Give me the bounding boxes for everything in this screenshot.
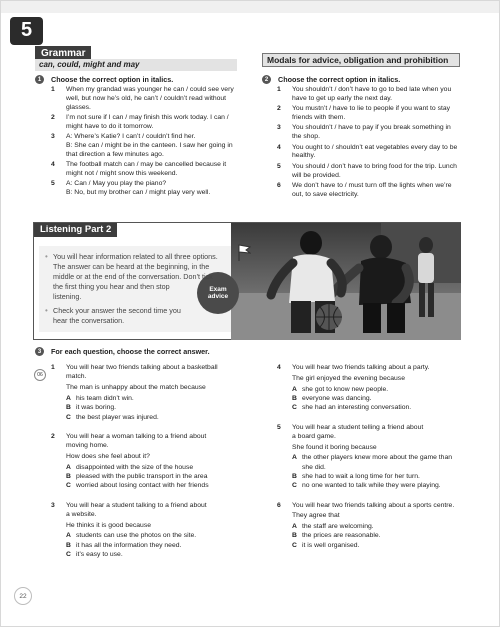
option-letter: A xyxy=(292,454,297,462)
question-number: 2 xyxy=(277,105,281,113)
question-item xyxy=(51,133,266,159)
question-number: 1 xyxy=(277,86,281,93)
question-block xyxy=(51,433,251,492)
option-letter: C xyxy=(292,482,297,490)
top-bar xyxy=(1,1,500,13)
option-letter: B xyxy=(66,404,71,412)
question-item xyxy=(51,114,266,132)
question-line: the shop. xyxy=(292,133,320,141)
page-number xyxy=(14,587,32,605)
basketball-photo xyxy=(231,223,461,340)
question-stem: How does she feel about it? xyxy=(66,452,150,460)
option-letter: B xyxy=(66,472,71,480)
question-item xyxy=(51,161,266,179)
question-line: I’m not sure if I can / may finish this work today. I can / xyxy=(66,114,229,121)
question-number: 1 xyxy=(51,364,55,371)
question-intro: a board game. xyxy=(292,432,336,440)
bullet-icon: • xyxy=(45,306,48,315)
question-line: The football match can / may be cancelled because it xyxy=(66,161,227,169)
option-letter: A xyxy=(66,532,71,540)
advice-line: The answer can be heard at the beginning, in the xyxy=(53,262,210,271)
question-intro: You will hear a student talking to a friend about xyxy=(66,501,207,509)
option-letter: B xyxy=(292,473,297,480)
question-number: 4 xyxy=(277,143,281,151)
option-letter: C xyxy=(66,482,71,490)
option-text: it’s easy to use. xyxy=(76,551,123,559)
exercise-2-heading xyxy=(262,75,400,84)
exercise-number: 1 xyxy=(35,75,44,84)
advice-line: the first thing you hear and then stop xyxy=(53,282,170,291)
page-number-text: 22 xyxy=(19,592,27,600)
question-number: 5 xyxy=(51,180,55,188)
question-block xyxy=(51,364,251,423)
question-intro: You will hear two friends talking about a sports centre. xyxy=(292,501,455,509)
option-text: no one wanted to talk while they were playing. xyxy=(302,482,441,490)
option-letter: B xyxy=(292,394,297,402)
exercise-instruction: For each question, choose the correct answer. xyxy=(51,347,210,356)
advice-line: hear the conversation. xyxy=(53,316,125,325)
question-number: 3 xyxy=(51,133,55,141)
flag-icon xyxy=(237,244,251,262)
grammar-subtitle: can, could, might and may xyxy=(35,59,237,71)
question-line: You should / don’t have to bring food for the trip. Lunch xyxy=(292,162,457,170)
question-line: We don’t have to / must turn off the lights when we’re xyxy=(292,182,452,189)
exercise-number: 3 xyxy=(35,347,44,356)
question-intro: You will hear two friends talking about a party. xyxy=(292,364,430,371)
question-item xyxy=(51,180,266,198)
audio-track-icon[interactable] xyxy=(34,369,46,381)
option-text: the prices are reasonable. xyxy=(302,532,381,540)
question-number: 6 xyxy=(277,501,281,509)
question-number: 2 xyxy=(51,114,55,121)
advice-item xyxy=(45,252,231,302)
option-text: it is well organised. xyxy=(302,541,360,549)
exercise-instruction: Choose the correct option in italics. xyxy=(278,75,401,84)
question-line: B: No, but my brother can / might play very well. xyxy=(66,189,211,197)
question-intro: You will hear a student telling a friend about xyxy=(292,423,424,431)
exam-advice-label-2: advice xyxy=(207,293,229,300)
question-intro: moving home. xyxy=(66,442,109,450)
question-item xyxy=(277,144,492,162)
question-item xyxy=(277,86,492,104)
option-text: disappointed with the size of the house xyxy=(76,463,194,471)
option-text: the best player was injured. xyxy=(76,413,159,421)
question-line: A: Where’s Katie? I can’t / couldn’t find her. xyxy=(66,133,196,141)
question-number: 3 xyxy=(277,124,281,132)
question-stem: The man is unhappy about the match because xyxy=(66,384,206,392)
option-letter: C xyxy=(292,541,297,549)
exam-advice-label: Exam xyxy=(209,286,227,293)
option-text: she did. xyxy=(302,463,326,471)
question-line: A: Can / May you play the piano? xyxy=(66,180,167,188)
option-text: she got to know new people. xyxy=(302,385,389,393)
question-item xyxy=(277,163,492,181)
question-block xyxy=(277,424,477,492)
advice-line: Check your answer the second time you xyxy=(53,306,181,315)
question-line: When my grandad was younger he can / could see very xyxy=(66,86,234,93)
option-text: the staff are welcoming. xyxy=(302,523,374,531)
question-number: 2 xyxy=(51,432,55,440)
question-block xyxy=(277,502,477,552)
question-line: well, but now he’s old, he can’t / couldn’t read without xyxy=(66,94,227,102)
question-line: B: She can / might be in the canteen. I saw her going in xyxy=(66,141,233,149)
advice-line: listening. xyxy=(53,292,82,301)
question-number: 6 xyxy=(277,182,281,189)
question-intro: match. xyxy=(66,373,87,381)
question-line: glasses. xyxy=(66,103,91,111)
question-stem: The girl enjoyed the evening because xyxy=(292,374,405,382)
question-item xyxy=(277,124,492,142)
option-text: pleased with the public transport in the area xyxy=(76,472,208,480)
modals-tag: Modals for advice, obligation and prohibition xyxy=(262,53,460,67)
listening-tag: Listening Part 2 xyxy=(34,223,117,237)
question-number: 5 xyxy=(277,423,281,431)
question-line: You ought to / shouldn’t eat vegetables every day to be xyxy=(292,143,458,151)
option-letter: A xyxy=(292,523,297,531)
exercise-number: 2 xyxy=(262,75,271,84)
question-number: 1 xyxy=(51,86,55,93)
option-text: it has all the information they need. xyxy=(76,541,182,549)
option-text: worried about losing contact with her friends xyxy=(76,482,209,490)
question-stem: She found it boring because xyxy=(292,443,377,451)
option-letter: C xyxy=(66,551,71,559)
question-number: 4 xyxy=(51,161,55,169)
question-intro: a website. xyxy=(66,510,97,518)
question-line: You mustn’t / have to lie to people if you want to stay xyxy=(292,105,451,113)
option-letter: B xyxy=(292,532,297,540)
question-item xyxy=(277,182,492,200)
option-text: his team didn’t win. xyxy=(76,394,134,402)
question-number: 3 xyxy=(51,501,55,509)
question-stem: He thinks it is good because xyxy=(66,521,152,529)
audio-track-number: 06 xyxy=(37,372,43,378)
question-line: friends with them. xyxy=(292,113,346,121)
question-line: that direction a few minutes ago. xyxy=(66,150,164,158)
advice-line: middle or at the end of the conversation. Don’t tick xyxy=(53,272,213,281)
question-stem: They agree that xyxy=(292,512,340,520)
question-number: 4 xyxy=(277,364,281,371)
question-line: have to get up early the next day. xyxy=(292,94,393,102)
option-text: it was boring. xyxy=(76,404,117,412)
question-line: You shouldn’t / have to pay if you break something in xyxy=(292,124,451,132)
question-number: 5 xyxy=(277,162,281,170)
question-intro: You will hear a woman talking to a friend about xyxy=(66,432,207,440)
question-line: healthy. xyxy=(292,152,316,160)
option-letter: C xyxy=(66,413,71,421)
option-letter: B xyxy=(66,541,71,549)
option-letter: A xyxy=(66,394,71,402)
option-text: students can use the photos on the site. xyxy=(76,532,197,540)
option-letter: A xyxy=(292,385,297,393)
unit-number: 5 xyxy=(20,18,33,41)
option-text: everyone was dancing. xyxy=(302,394,372,402)
advice-line: You will hear information related to all three options. xyxy=(53,252,218,261)
exercise-instruction: Choose the correct option in italics. xyxy=(51,75,174,84)
advice-item xyxy=(45,306,231,326)
question-line: out, to save electricity. xyxy=(292,190,359,198)
exercise-3-heading xyxy=(35,347,210,356)
option-text: she had an interesting conversation. xyxy=(302,404,412,412)
option-text: the other players knew more about the game than xyxy=(302,454,452,462)
question-block xyxy=(277,364,477,414)
option-text: she had to wait a long time for her turn. xyxy=(302,473,420,480)
question-block xyxy=(51,502,251,561)
option-letter: C xyxy=(292,404,297,412)
question-line: might not / might snow this weekend. xyxy=(66,169,178,177)
question-intro: You will hear two friends talking about a basketball xyxy=(66,364,218,371)
question-line: might have to do it tomorrow. xyxy=(66,122,154,130)
question-item xyxy=(277,105,492,123)
question-item xyxy=(51,86,266,112)
question-line: You shouldn’t / don’t have to go to bed late when you xyxy=(292,86,452,93)
question-line: will be provided. xyxy=(292,171,341,179)
unit-badge xyxy=(10,17,43,45)
option-letter: A xyxy=(66,463,71,471)
grammar-tag: Grammar xyxy=(35,46,91,60)
exercise-1-heading xyxy=(35,75,173,84)
bullet-icon: • xyxy=(45,252,48,261)
